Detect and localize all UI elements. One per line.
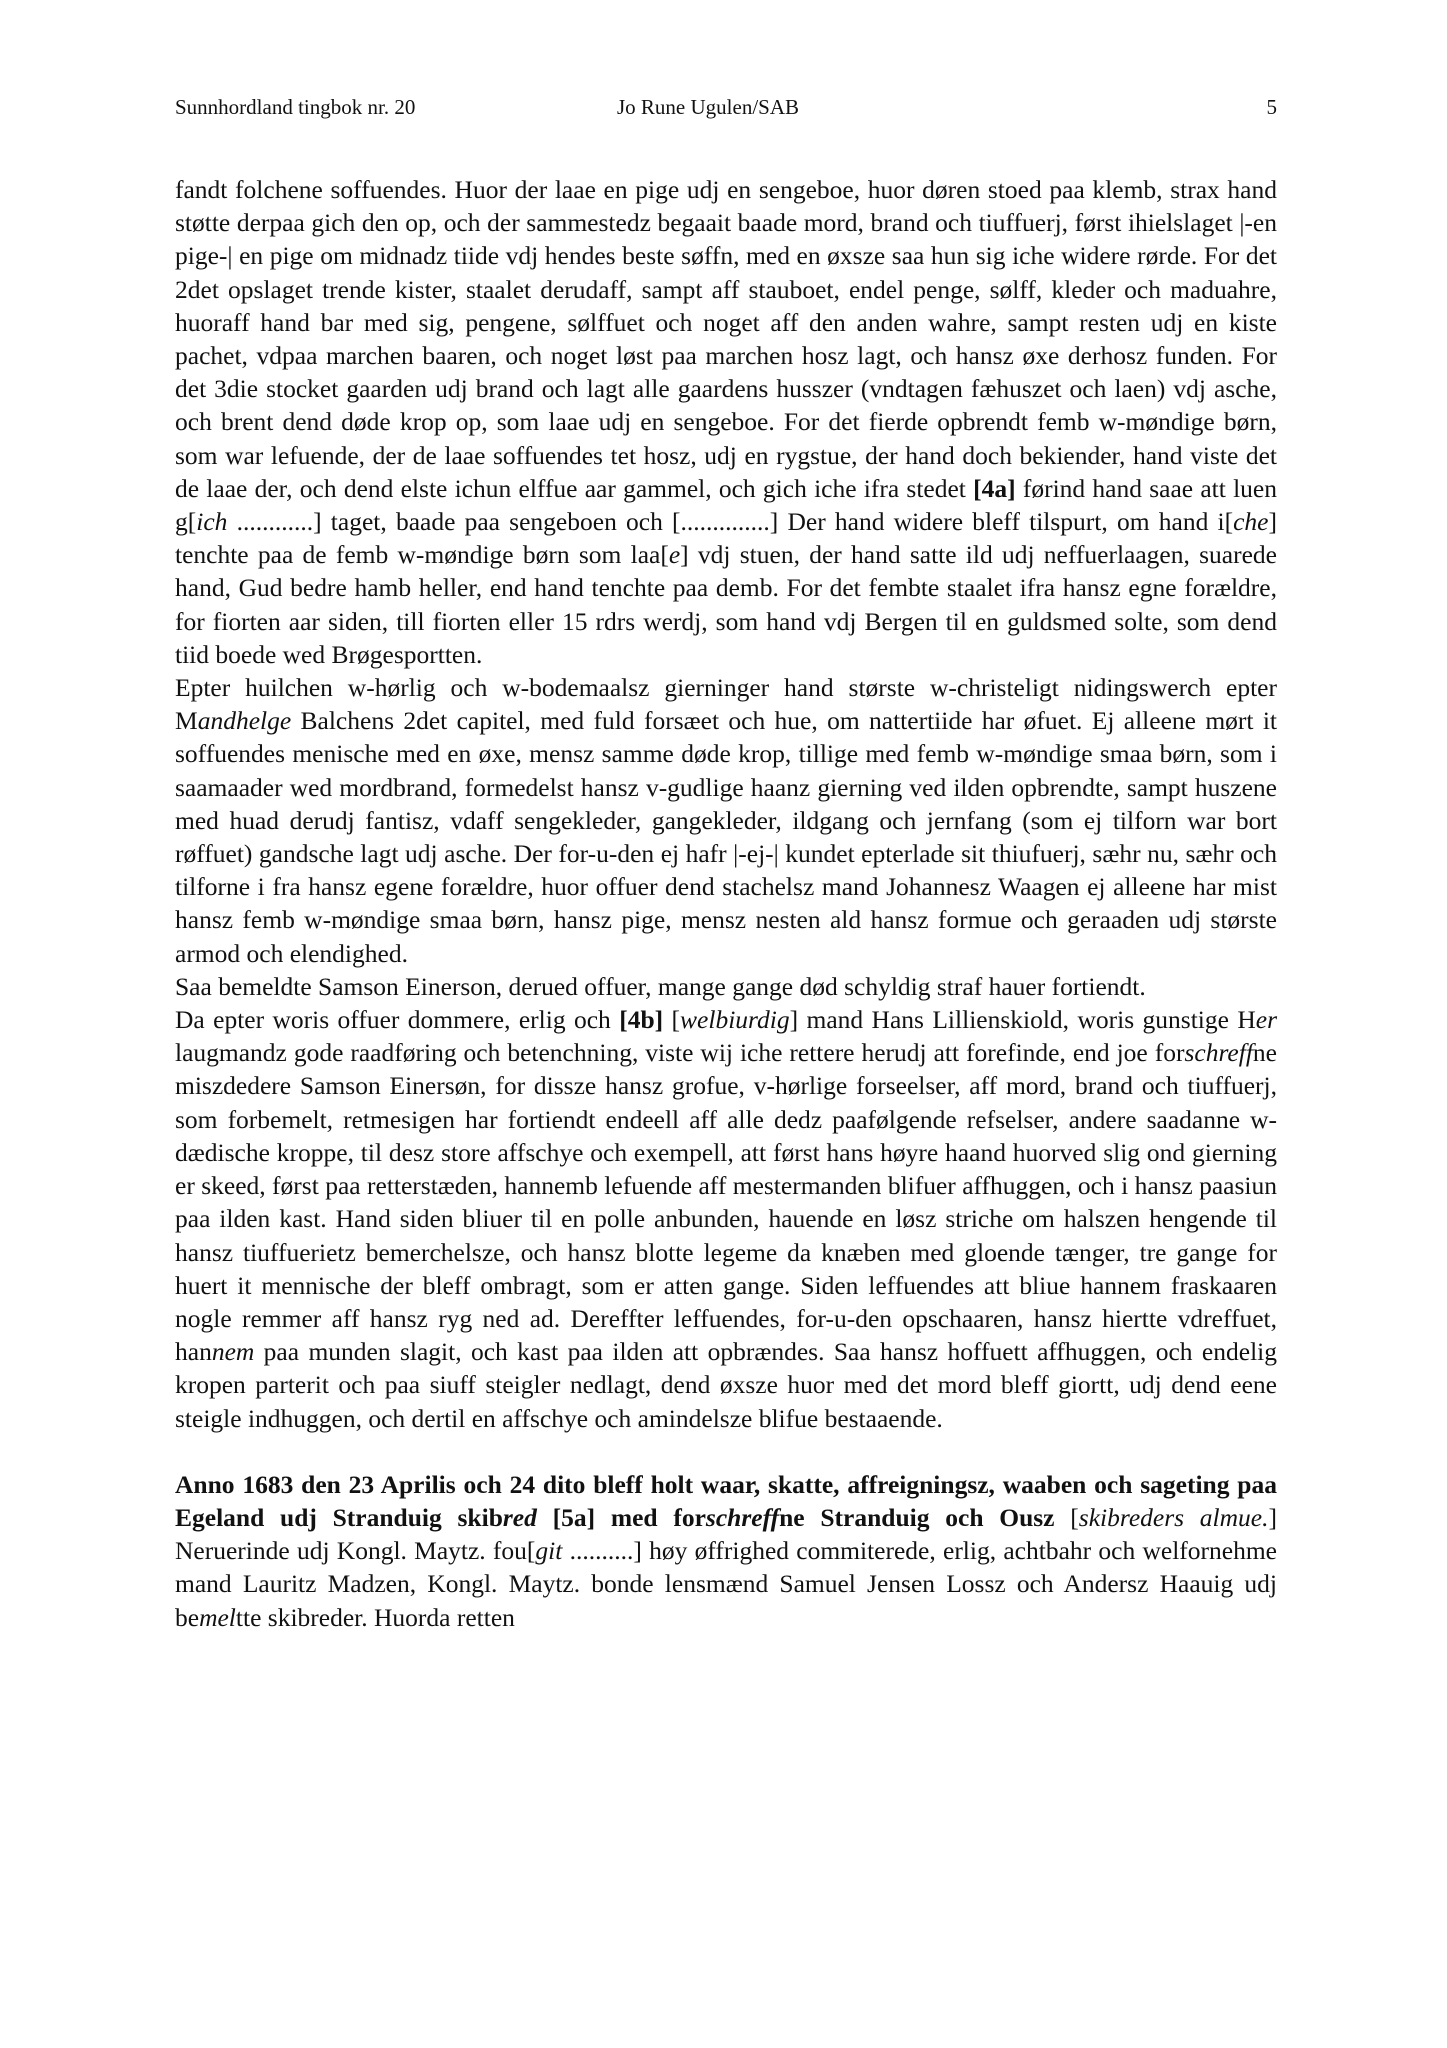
text-segment: ich bbox=[196, 507, 228, 537]
text-segment: førind hand saae att luen g[ bbox=[175, 473, 1277, 537]
paragraph bbox=[175, 671, 1277, 970]
text-segment: nem bbox=[211, 1337, 255, 1367]
text-segment: [5a] med for bbox=[536, 1502, 706, 1532]
text-segment: fandt folchene soffuendes. Huor der laae en pige udj en sengeboe, huor døren stoed paa klemb, strax hand støtte derpaa gich den op, och der sammestedz begaait baade mord, brand och tiuffuerj, først ihielslaget |-en pige-| en pige om midnadz tiide vdj hendes beste søffn, med en øxsze saa hun sig iche widere rørde. For det 2det opslaget trende kister, staalet derudaff, sampt aff stauboet, endel penge, sølff, kleder och maduahre, huoraff hand bar med sig, pengene, sølffuet och noget aff den anden wahre, sampt resten udj en kiste pachet, vdpaa marchen baaren, och noget løst paa marchen hosz lagt, och hansz øxe derhosz funden. For det 3die stocket gaarden udj brand och lagt alle gaardens husszer (vndtagen fæhuszet och laen) vdj asche, och brent dend døde krop op, som laae udj en sengeboe. For det fierde opbrendt femb w-møndige børn, som war lefuende, der de laae soffuendes tet hosz, udj en rygstue, der hand doch bekiender, hand viste det de laae der, och dend elste ichun elffue aar gammel, och gich iche ifra stedet bbox=[175, 175, 1277, 503]
text-segment: git bbox=[535, 1536, 563, 1566]
document-body bbox=[175, 173, 1277, 1634]
paragraph bbox=[175, 1468, 1277, 1634]
text-segment: che bbox=[1233, 507, 1269, 537]
text-segment: Da epter woris offuer dommere, erlig och bbox=[175, 1005, 620, 1035]
text-segment: [ bbox=[1054, 1502, 1079, 1532]
paragraph bbox=[175, 1003, 1277, 1435]
text-segment: schreff bbox=[705, 1502, 780, 1532]
page-header bbox=[175, 92, 1277, 122]
text-segment: red bbox=[502, 1502, 537, 1532]
page-number: 5 bbox=[1266, 95, 1277, 119]
text-segment: Balchens 2det capitel, med fuld forsæet och hue, om nattertiide har øfuet. Ej alleene mørt it soffuendes menische med en øxe, mensz samme døde krop, tillige med femb w-møndige smaa børn, som i saamaader wed mordbrand, formedelst hansz v-gudlige haanz gierning ved ilden opbrendte, sampt huszene med huad derudj fantisz, vdaff sengekleder, gangekleder, ildgang och jernfang (som ej tilforn war bort røffuet) gandsche lagt udj asche. Der for-u-den ej hafr |-ej-| kundet epterlade sit thiufuerj, sæhr nu, sæhr och tilforne i fra hansz egene forældre, huor offuer dend stachelsz mand Johannesz Waagen ej alleene har mist hansz femb w-møndige smaa børn, hansz pige, mensz nesten ald hansz formue och geraaden udj største armod och elendighed. bbox=[175, 706, 1277, 968]
text-segment: [ bbox=[663, 1005, 681, 1035]
text-segment: ne miszdedere Samson Einersøn, for dissze hansz grofue, v-hørlige forseelser, aff mord, brand och tiuffuerj, som forbemelt, retmesigen har fortiendt endeell aff alle dedz paafølgende refselser, andere saadanne w-dædische kroppe, til desz store affschye och exempell, att først hans høyre haand huorved slig ond gierning er skeed, først paa retterstæden, hannemb lefuende aff mestermanden blifuer affhuggen, och i hansz paasiun paa ilden kast. Hand siden bliuer til en polle anbunden, hauende en løsz striche om halszen hengende til hansz tiuffuerietz bemerchelsze, och hansz blotte legeme da knæben med gloende tænger, tre gange for huert it mennische der bleff ombragt, som er atten gange. Siden leffuendes att bliue hannem fraskaaren nogle remmer aff hansz ryg ned ad. Dereffter leffuendes, for-u-den opschaaren, hansz hiertte vdreffuet, han bbox=[175, 1038, 1277, 1367]
text-segment: mel bbox=[199, 1602, 236, 1632]
text-segment: Anno 1683 den 23 Aprilis och 24 dito bleff holt waar, skatte, affreigningsz, waaben och sageting paa Egeland udj Stranduig skib bbox=[175, 1469, 1277, 1532]
text-segment: er bbox=[1255, 1005, 1278, 1035]
text-segment: skibreders almue. bbox=[1078, 1502, 1269, 1532]
paragraph bbox=[175, 970, 1277, 1003]
header-author: Jo Rune Ugulen/SAB bbox=[617, 95, 800, 119]
text-segment: ..........] høy øffrighed commiterede, erlig, achtbahr och welfornehme mand Lauritz Madzen, Kongl. Maytz. bonde lensmænd Samuel Jensen Lossz och Andersz Haauig udj be bbox=[175, 1536, 1277, 1632]
text-segment: welbiurdig bbox=[680, 1005, 790, 1035]
text-segment: Epter huilchen w-hørlig och w-bodemaalsz gierninger hand største w-christeligt nidingswerch epter M bbox=[175, 673, 1277, 736]
text-segment: [4a] bbox=[973, 473, 1016, 503]
text-segment: ne Stranduig och Ousz bbox=[779, 1502, 1055, 1532]
text-segment: andhelge bbox=[197, 706, 292, 736]
text-segment: schreff bbox=[1184, 1038, 1253, 1068]
paragraph bbox=[175, 173, 1277, 671]
text-segment: e bbox=[668, 540, 681, 570]
text-segment: ............] taget, baade paa sengeboen och [..............] Der hand widere bleff tilspurt, om hand i[ bbox=[227, 507, 1234, 537]
text-segment: tte skibreder. Huorda retten bbox=[235, 1602, 515, 1632]
text-segment: ] vdj stuen, der hand satte ild udj neffuerlaagen, suarede hand, Gud bedre hamb heller, end hand tenchte paa demb. For det fembte staalet ifra hansz egne forældre, for fiorten aar siden, till fiorten eller 15 rdrs werdj, som hand vdj Bergen til en guldsmed solte, som dend tiid boede wed Brøgesportten. bbox=[175, 540, 1277, 669]
header-title: Sunnhordland tingbok nr. 20 bbox=[175, 95, 416, 119]
text-segment: laugmandz gode raadføring och betenchning, viste wij iche rettere herudj att forefinde, end joe for bbox=[175, 1038, 1185, 1068]
text-segment: ] tenchte paa de femb w-møndige børn som laa[ bbox=[175, 507, 1277, 570]
text-segment: paa munden slagit, och kast paa ilden att opbrændes. Saa hansz hoffuett affhuggen, och endelig kropen parterit och paa siuff steigler nedlagt, dend øxsze huor med det mord bleff giortt, udj dend eene steigle indhuggen, och dertil en affschye och amindelsze blifue bestaaende. bbox=[175, 1337, 1277, 1433]
text-segment: [4b] bbox=[619, 1005, 664, 1035]
text-segment: Saa bemeldte Samson Einerson, derued offuer, mange gange død schyldig straf hauer fortiendt. bbox=[175, 971, 1146, 1001]
text-segment: ] mand Hans Lillienskiold, woris gunstige H bbox=[789, 1005, 1256, 1035]
text-segment: ] Neruerinde udj Kongl. Maytz. fou[ bbox=[175, 1502, 1277, 1566]
